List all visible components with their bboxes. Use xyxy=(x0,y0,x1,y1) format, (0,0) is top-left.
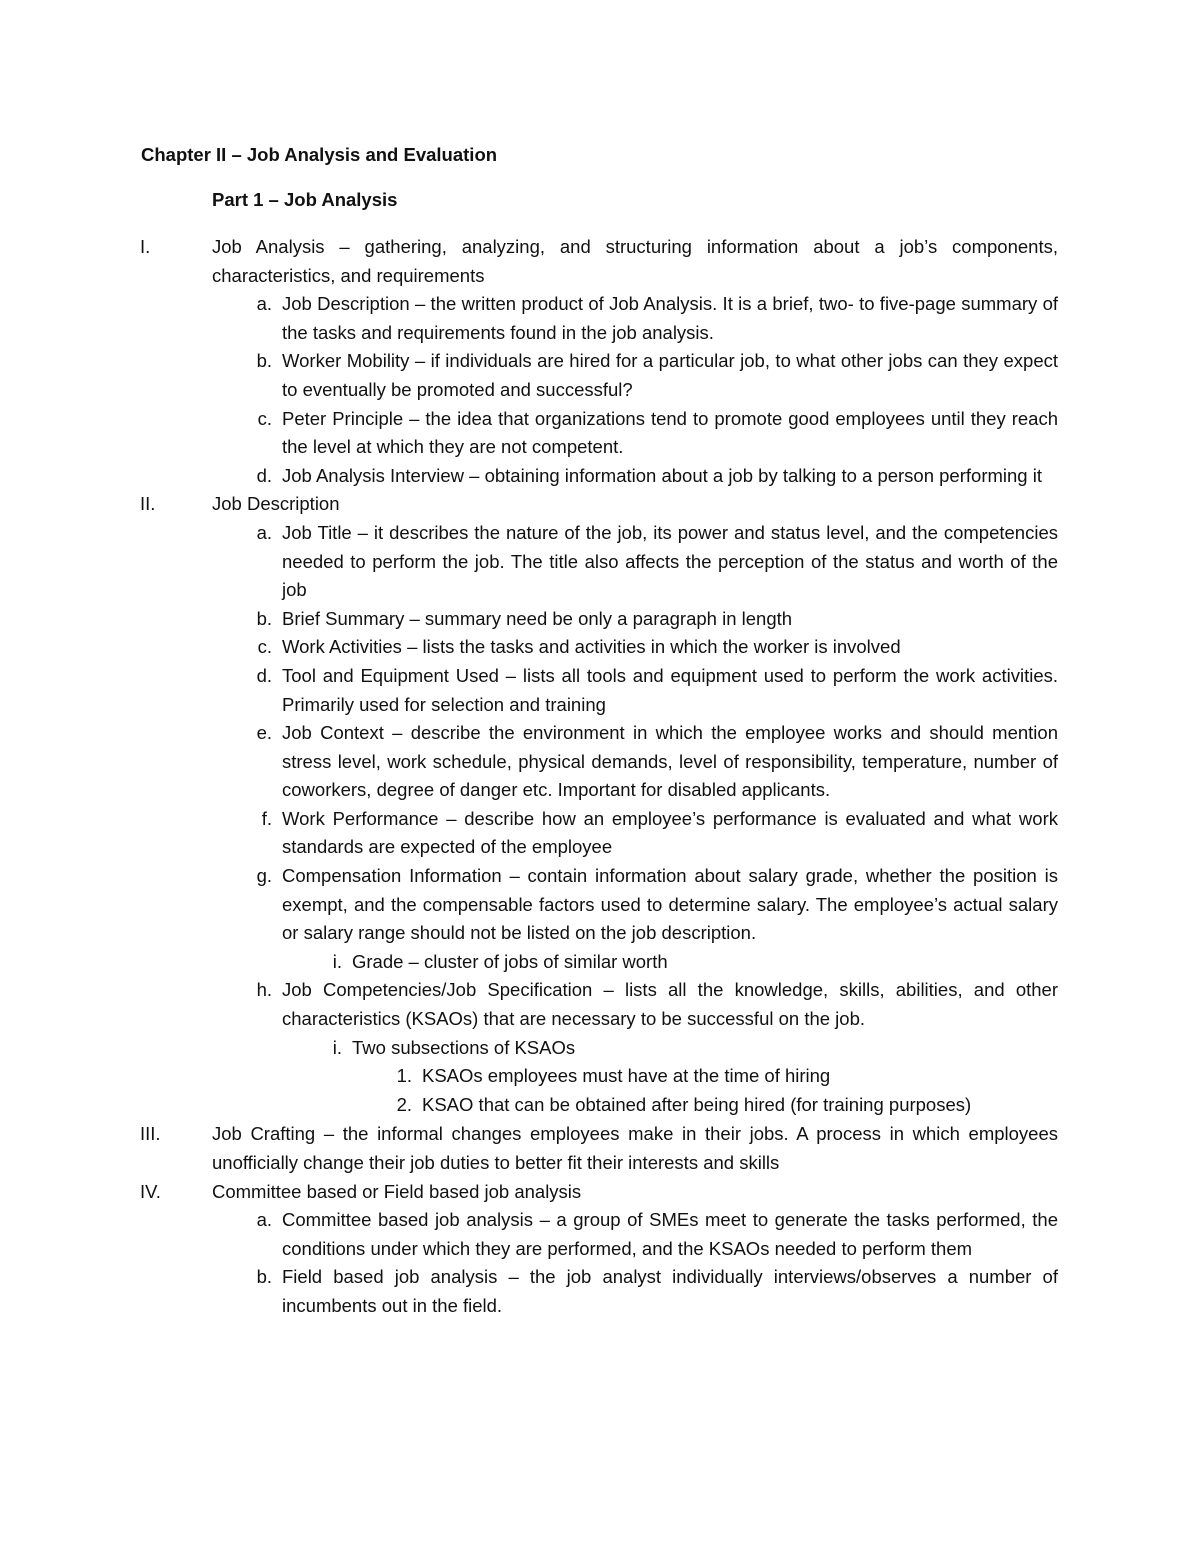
outline-marker: 2. xyxy=(396,1093,412,1115)
outline-text: Job Analysis – gathering, analyzing, and structuring information about a job’s components, characteristics, and requirements xyxy=(212,236,1058,286)
outline-marker: a. xyxy=(256,1209,272,1231)
outline-item xyxy=(256,662,1058,719)
outline-text: KSAO that can be obtained after being hired (for training purposes) xyxy=(422,1093,972,1115)
part-title: Part 1 – Job Analysis xyxy=(212,189,398,210)
outline-marker: b. xyxy=(256,1266,272,1288)
outline-item xyxy=(396,1091,1058,1120)
outline-text: KSAOs employees must have at the time of hiring xyxy=(422,1065,831,1087)
outline-item xyxy=(140,233,1058,290)
outline-marker: h. xyxy=(256,979,272,1001)
outline-item xyxy=(261,805,1058,862)
outline-list xyxy=(0,233,1200,1321)
outline-item xyxy=(140,490,1058,519)
outline-text: Grade – cluster of jobs of similar worth xyxy=(352,950,668,972)
outline-text: Work Performance – describe how an employee’s performance is evaluated and what work standards are expected of the employee xyxy=(282,807,1058,858)
outline-text: Brief Summary – summary need be only a paragraph in length xyxy=(282,607,793,629)
outline-marker: c. xyxy=(257,636,272,658)
outline-marker: b. xyxy=(256,350,272,372)
outline-item xyxy=(332,948,1058,977)
outline-text: Job Context – describe the environment in which the employee works and should mention stress level, work schedule, physical demands, level of responsibility, temperature, number of coworkers, degree of danger etc. Important for disabled applicants. xyxy=(282,722,1058,801)
outline-marker: e. xyxy=(256,722,272,744)
outline-text: Committee based job analysis – a group of SMEs meet to generate the tasks performed, the conditions under which they are performed, and the KSAOs needed to perform them xyxy=(282,1209,1058,1259)
outline-text: Job Title – it describes the nature of the job, its power and status level, and the competencies needed to perform the job. The title also affects the perception of the status and worth of the job xyxy=(282,521,1058,601)
outline-item xyxy=(256,1206,1058,1263)
outline-item xyxy=(256,519,1058,605)
outline-item xyxy=(256,347,1058,404)
outline-item xyxy=(256,976,1058,1033)
outline-item xyxy=(396,1062,1058,1091)
outline-marker: I. xyxy=(140,236,151,257)
outline-marker: d. xyxy=(256,464,272,486)
outline-marker: b. xyxy=(256,607,272,629)
outline-item xyxy=(332,1034,1058,1063)
outline-marker: i. xyxy=(332,1036,342,1058)
outline-text: Job Competencies/Job Specification – lists all the knowledge, skills, abilities, and other characteristics (KSAOs) that are necessary to be successful on the job. xyxy=(282,979,1058,1030)
outline-marker: g. xyxy=(256,865,272,887)
outline-marker: 1. xyxy=(396,1065,412,1087)
outline-text: Job Description xyxy=(212,493,340,515)
outline-text: Two subsections of KSAOs xyxy=(352,1036,576,1058)
outline-marker: c. xyxy=(257,407,272,429)
outline-item xyxy=(140,1178,1058,1207)
chapter-title: Chapter II – Job Analysis and Evaluation xyxy=(141,144,498,165)
outline-item xyxy=(256,862,1058,948)
outline-item xyxy=(257,405,1058,462)
outline-marker: a. xyxy=(256,293,272,315)
outline-marker: III. xyxy=(140,1123,161,1145)
outline-text: Job Description – the written product of Job Analysis. It is a brief, two- to five-page summary of the tasks and requirements found in the job analysis. xyxy=(282,293,1058,343)
outline-text: Committee based or Field based job analysis xyxy=(212,1180,582,1202)
outline-item xyxy=(256,719,1058,805)
outline-marker: i. xyxy=(332,950,342,972)
outline-marker: a. xyxy=(256,521,272,543)
outline-item xyxy=(256,605,1058,634)
outline-marker: f. xyxy=(261,807,272,829)
outline-text: Tool and Equipment Used – lists all tools and equipment used to perform the work activities. Primarily used for selection and training xyxy=(282,664,1058,715)
outline-marker: II. xyxy=(140,493,156,515)
outline-item xyxy=(140,1120,1058,1177)
outline-text: Compensation Information – contain information about salary grade, whether the position is exempt, and the compensable factors used to determine salary. The employee’s actual salary or salary range should not be listed on the job description. xyxy=(282,865,1058,944)
outline-marker: IV. xyxy=(140,1180,161,1202)
outline-text: Work Activities – lists the tasks and activities in which the worker is involved xyxy=(282,636,901,658)
outline-text: Field based job analysis – the job analyst individually interviews/observes a number of incumbents out in the field. xyxy=(282,1266,1058,1316)
outline-marker: d. xyxy=(256,664,272,686)
outline-text: Worker Mobility – if individuals are hired for a particular job, to what other jobs can they expect to eventually be promoted and successful? xyxy=(282,350,1058,400)
outline-item xyxy=(256,290,1058,347)
outline-text: Job Crafting – the informal changes employees make in their jobs. A process in which employees unofficially change their job duties to better fit their interests and skills xyxy=(212,1123,1058,1173)
outline-item xyxy=(256,1263,1058,1320)
outline-text: Job Analysis Interview – obtaining information about a job by talking to a person performing it xyxy=(282,464,1042,486)
outline-text: Peter Principle – the idea that organizations tend to promote good employees until they reach the level at which they are not competent. xyxy=(282,407,1058,458)
outline-item xyxy=(256,462,1058,491)
outline-item xyxy=(257,633,1058,662)
